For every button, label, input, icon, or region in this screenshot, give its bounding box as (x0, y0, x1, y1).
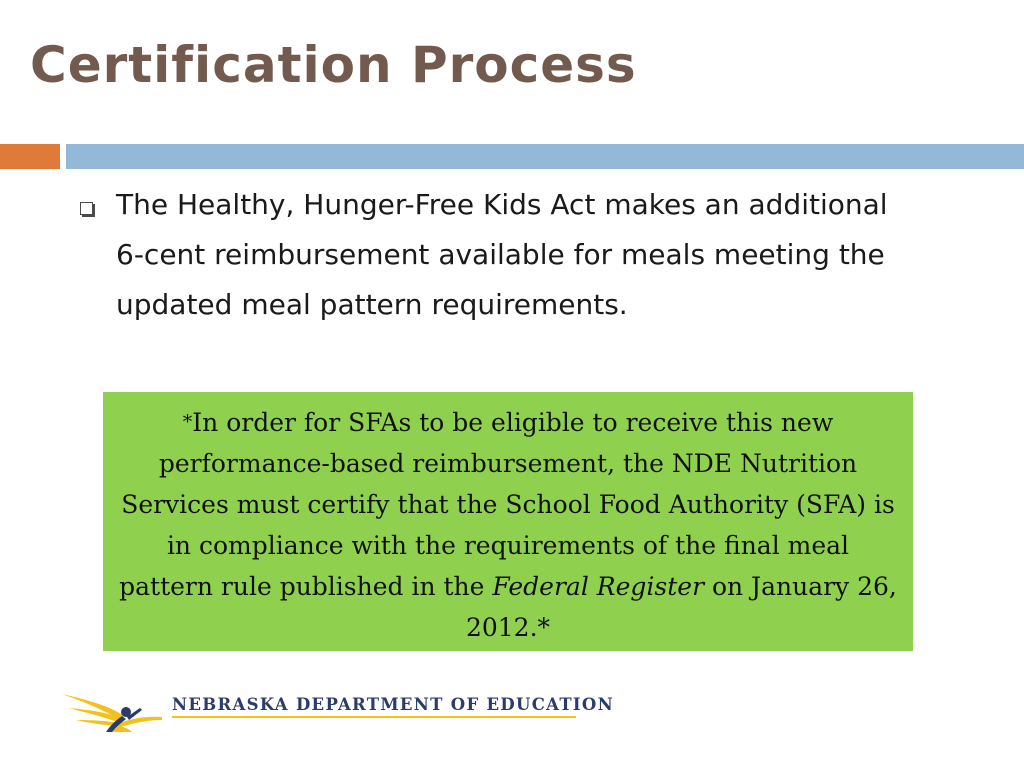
accent-bar-orange (0, 144, 60, 169)
logo-underline (172, 716, 576, 718)
callout-text-main: In order for SFAs to be eligible to receive this new performance-based reimbursement, the NDE Nutrition Services must certify that the School Food Authority (SFA) is in compliance with the requirements of the final meal pattern rule published in the (119, 408, 895, 601)
accent-bar-blue (66, 144, 1024, 169)
bullet-text: The Healthy, Hunger-Free Kids Act makes an additional 6-cent reimbursement available for meals meeting the updated meal pattern requirements. (116, 188, 888, 321)
slide-title: Certification Process (30, 36, 637, 94)
nde-logo (58, 686, 614, 736)
callout-text-italic: Federal Register (492, 572, 705, 601)
certification-callout-box (103, 392, 913, 651)
callout-text-end: on January 26, 2012.* (465, 572, 897, 642)
bullet-list-item (80, 180, 910, 330)
logo-text: NEBRASKA DEPARTMENT OF EDUCATION (172, 695, 614, 714)
checkbox-bullet-icon (80, 202, 93, 215)
sunburst-logo-icon (58, 686, 163, 732)
callout-asterisk: * (182, 411, 193, 433)
